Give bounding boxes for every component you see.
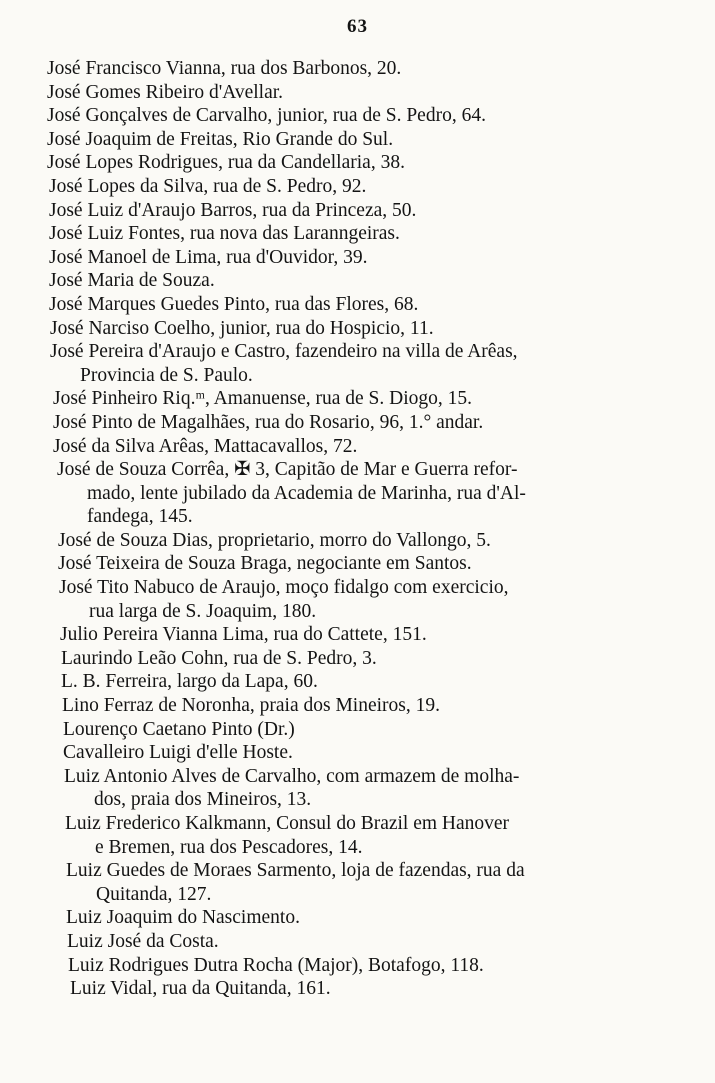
directory-entry (0, 647, 715, 671)
entry-line: José Tito Nabuco de Araujo, moço fidalgo com exercicio, (59, 577, 509, 599)
entry-line: Luiz Frederico Kalkmann, Consul do Brazil em Hanover (65, 813, 510, 834)
entry-line: José Joaquim de Freitas, Rio Grande do Sul. (47, 128, 394, 150)
directory-entry (0, 269, 715, 293)
directory-entry (0, 151, 715, 175)
entry-line: Lino Ferraz de Noronha, praia dos Mineiros, 19. (62, 695, 440, 717)
entry-line: Luiz Antonio Alves de Carvalho, com armazem de molha- (64, 765, 520, 787)
entry-line: Luiz Rodrigues Dutra Rocha (Major), Botafogo, 118. (68, 954, 484, 976)
directory-entry (0, 977, 715, 1001)
directory-entry (0, 128, 715, 152)
directory-entry (0, 199, 715, 223)
directory-list (0, 57, 715, 1001)
directory-entry (0, 57, 715, 81)
directory-entry (0, 954, 715, 978)
entry-continuation-line: mado, lente jubilado da Academia de Marinha, rua d'Al- (87, 482, 526, 504)
directory-entry (0, 930, 715, 954)
entry-line: Lourenço Caetano Pinto (Dr.) (63, 718, 295, 740)
directory-entry (0, 623, 715, 647)
entry-continuation-line: Provincia de S. Paulo. (80, 364, 253, 386)
directory-entry (0, 340, 715, 387)
entry-line: José Maria de Souza. (49, 270, 215, 292)
entry-line: José Pinheiro Riq.ᵐ, Amanuense, rua de S. Diogo, 15. (53, 388, 472, 410)
directory-entry (0, 741, 715, 765)
directory-entry (0, 718, 715, 742)
directory-entry (0, 175, 715, 199)
directory-entry (0, 411, 715, 435)
directory-entry (0, 859, 715, 906)
entry-line: Laurindo Leão Cohn, rua de S. Pedro, 3. (61, 647, 377, 669)
entry-continuation-line: fandega, 145. (87, 506, 193, 528)
entry-continuation-line: e Bremen, rua dos Pescadores, 14. (95, 836, 363, 858)
entry-line: José Lopes Rodrigues, rua da Candellaria, 38. (47, 152, 405, 174)
directory-entry (0, 104, 715, 128)
directory-entry (0, 222, 715, 246)
entry-line: José Narciso Coelho, junior, rua do Hospicio, 11. (50, 317, 434, 339)
entry-line: José Pinto de Magalhães, rua do Rosario, 96, 1.° andar. (53, 411, 484, 433)
entry-line: José Gomes Ribeiro d'Avellar. (47, 81, 284, 103)
entry-line: José Luiz Fontes, rua nova das Laranngeiras. (49, 223, 400, 245)
directory-entry (0, 552, 715, 576)
entry-line: José de Souza Dias, proprietario, morro do Vallongo, 5. (58, 529, 491, 551)
directory-entry (0, 458, 715, 529)
entry-line: L. B. Ferreira, largo da Lapa, 60. (61, 671, 318, 693)
entry-line: José Manoel de Lima, rua d'Ouvidor, 39. (49, 246, 368, 268)
directory-entry (0, 387, 715, 411)
directory-entry (0, 576, 715, 623)
directory-entry (0, 670, 715, 694)
entry-line: José Francisco Vianna, rua dos Barbonos, 20. (47, 58, 402, 79)
directory-entry (0, 317, 715, 341)
entry-line: José Gonçalves de Carvalho, junior, rua de S. Pedro, 64. (47, 105, 486, 127)
directory-entry (0, 906, 715, 930)
entry-line: Luiz Guedes de Moraes Sarmento, loja de fazendas, rua da (66, 860, 525, 882)
entry-line: José Teixeira de Souza Braga, negociante em Santos. (58, 553, 472, 575)
directory-entry (0, 293, 715, 317)
entry-line: Julio Pereira Vianna Lima, rua do Cattete, 151. (60, 624, 427, 646)
directory-entry (0, 435, 715, 459)
entry-continuation-line: dos, praia dos Mineiros, 13. (94, 789, 312, 811)
entry-line: José Luiz d'Araujo Barros, rua da Princeza, 50. (49, 199, 417, 221)
entry-line: José da Silva Arêas, Mattacavallos, 72. (53, 435, 358, 457)
entry-line: José de Souza Corrêa, ✠ 3, Capitão de Mar e Guerra refor- (57, 459, 518, 481)
entry-line: José Pereira d'Araujo e Castro, fazendeiro na villa de Arêas, (50, 341, 518, 363)
page-number: 63 (347, 16, 368, 37)
entry-line: Cavalleiro Luigi d'elle Hoste. (63, 742, 293, 764)
entry-line: José Marques Guedes Pinto, rua das Flores, 68. (49, 293, 419, 315)
entry-line: Luiz Joaquim do Nascimento. (66, 907, 300, 929)
entry-line: Luiz Vidal, rua da Quitanda, 161. (70, 978, 331, 1000)
directory-entry (0, 812, 715, 859)
entry-line: Luiz José da Costa. (67, 930, 219, 952)
directory-entry (0, 246, 715, 270)
directory-entry (0, 529, 715, 553)
entry-continuation-line: rua larga de S. Joaquim, 180. (89, 600, 317, 622)
entry-line: José Lopes da Silva, rua de S. Pedro, 92. (49, 175, 367, 197)
directory-entry (0, 765, 715, 812)
entry-continuation-line: Quitanda, 127. (96, 883, 212, 905)
directory-entry (0, 694, 715, 718)
directory-entry (0, 81, 715, 105)
